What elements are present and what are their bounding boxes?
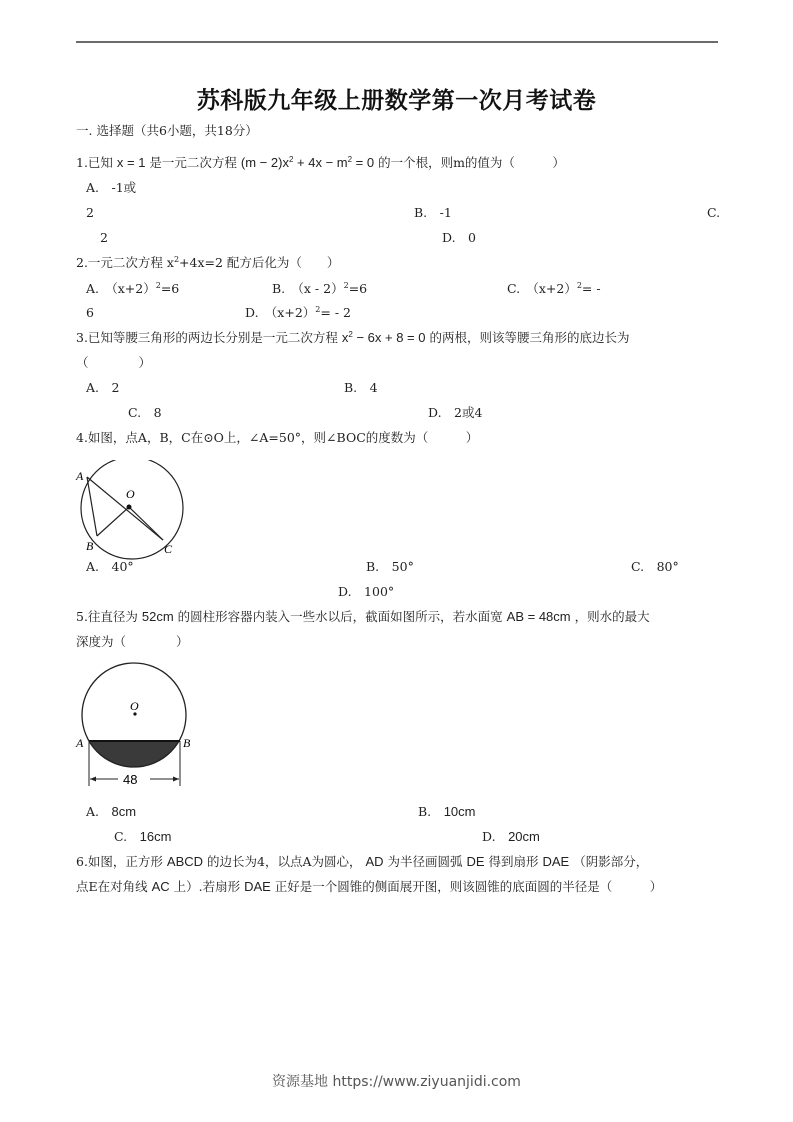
q3-option-c: C. 8 bbox=[128, 405, 162, 420]
circle-abc-figure bbox=[74, 460, 194, 560]
q4-option-b: B. 50° bbox=[366, 559, 414, 574]
question-6-stem-cont: 点E在对角线 AC 上）.若扇形 DAE 正好是一个圆锥的侧面展开图，则该圆锥的底面圆的半径是（ ） bbox=[76, 879, 663, 894]
q4-option-c: C. 80° bbox=[631, 559, 679, 574]
q1-option-b: B. -1 bbox=[414, 205, 452, 220]
question-6-stem: 6.如图，正方形 ABCD 的边长为4，以点A为圆心， AD 为半径画圆弧 DE 得到扇形 DAE （阴影部分， bbox=[76, 854, 649, 869]
footer-watermark: 资源基地 https://www.ziyuanjidi.com bbox=[272, 1074, 521, 1090]
q5-option-d: D. 20cm bbox=[482, 829, 540, 844]
q2-option-a: A. $(x+2)^2=6$ bbox=[86, 281, 180, 296]
q2-option-c-cont: 6 bbox=[86, 305, 94, 320]
cylinder-water-figure bbox=[74, 662, 199, 790]
q1-option-a-cont: 2 bbox=[86, 205, 94, 220]
q1-option-d: D. 0 bbox=[442, 230, 477, 245]
svg-text:48: 48 bbox=[123, 772, 138, 787]
q1-option-c: C. bbox=[707, 205, 721, 220]
q2-option-b: B. （x - 2）$^2$=6 bbox=[272, 281, 368, 296]
svg-text:O: O bbox=[126, 487, 135, 501]
question-5-stem: 5.往直径为 52cm 的圆柱形容器内装入一些水以后，截面如图所示，若水面宽 AB = 48cm ，则水的最大 bbox=[76, 609, 650, 624]
svg-text:A: A bbox=[76, 469, 84, 483]
q3-option-a: A. 2 bbox=[86, 380, 120, 395]
question-2-stem: 2.一元二次方程 $x^2+4x=2$ 配方后化为（ ） bbox=[76, 255, 340, 270]
svg-text:B: B bbox=[183, 736, 191, 750]
q3-option-d: D. 2或4 bbox=[428, 405, 483, 420]
svg-text:O: O bbox=[130, 699, 139, 713]
question-1-stem: 1.已知 x = 1 是一元二次方程 $(m - 2)x^2 + 4x - m^2 = 0$ 的一个根，则m的值为（ ） bbox=[76, 155, 565, 170]
question-5-stem-cont: 深度为（ ） bbox=[76, 634, 189, 649]
q4-option-d: D. 100° bbox=[338, 584, 395, 599]
q2-option-d: D. $(x+2)^2= - 2$ bbox=[245, 305, 351, 320]
q3-answer-blank: （ ） bbox=[76, 355, 152, 370]
header-rule bbox=[76, 41, 718, 43]
q1-option-c-cont: 2 bbox=[100, 230, 108, 245]
q3-option-b: B. 4 bbox=[344, 380, 378, 395]
q1-option-a: A. -1或 bbox=[86, 180, 137, 195]
question-3-stem: 3.已知等腰三角形的两边长分别是一元二次方程 $x^2 - 6x + 8 = 0$ 的两根，则该等腰三角形的底边长为 bbox=[76, 330, 630, 345]
section-heading: 一. 选择题（共6小题，共18分） bbox=[76, 123, 258, 138]
question-4-stem: 4.如图，点A，B，C在⊙O上，∠A=50°，则∠BOC的度数为（ ） bbox=[76, 430, 479, 445]
q4-option-a: A. 40° bbox=[86, 559, 134, 574]
svg-text:B: B bbox=[86, 539, 94, 553]
q5-option-b: B. 10cm bbox=[418, 804, 476, 819]
q5-option-a: A. 8cm bbox=[86, 804, 137, 819]
page-title: 苏科版九年级上册数学第一次月考试卷 bbox=[196, 87, 597, 114]
q5-option-c: C. 16cm bbox=[114, 829, 172, 844]
svg-text:C: C bbox=[164, 542, 173, 556]
svg-text:A: A bbox=[76, 736, 84, 750]
q2-option-c: C. $(x+2)^2=$ - bbox=[507, 281, 601, 296]
